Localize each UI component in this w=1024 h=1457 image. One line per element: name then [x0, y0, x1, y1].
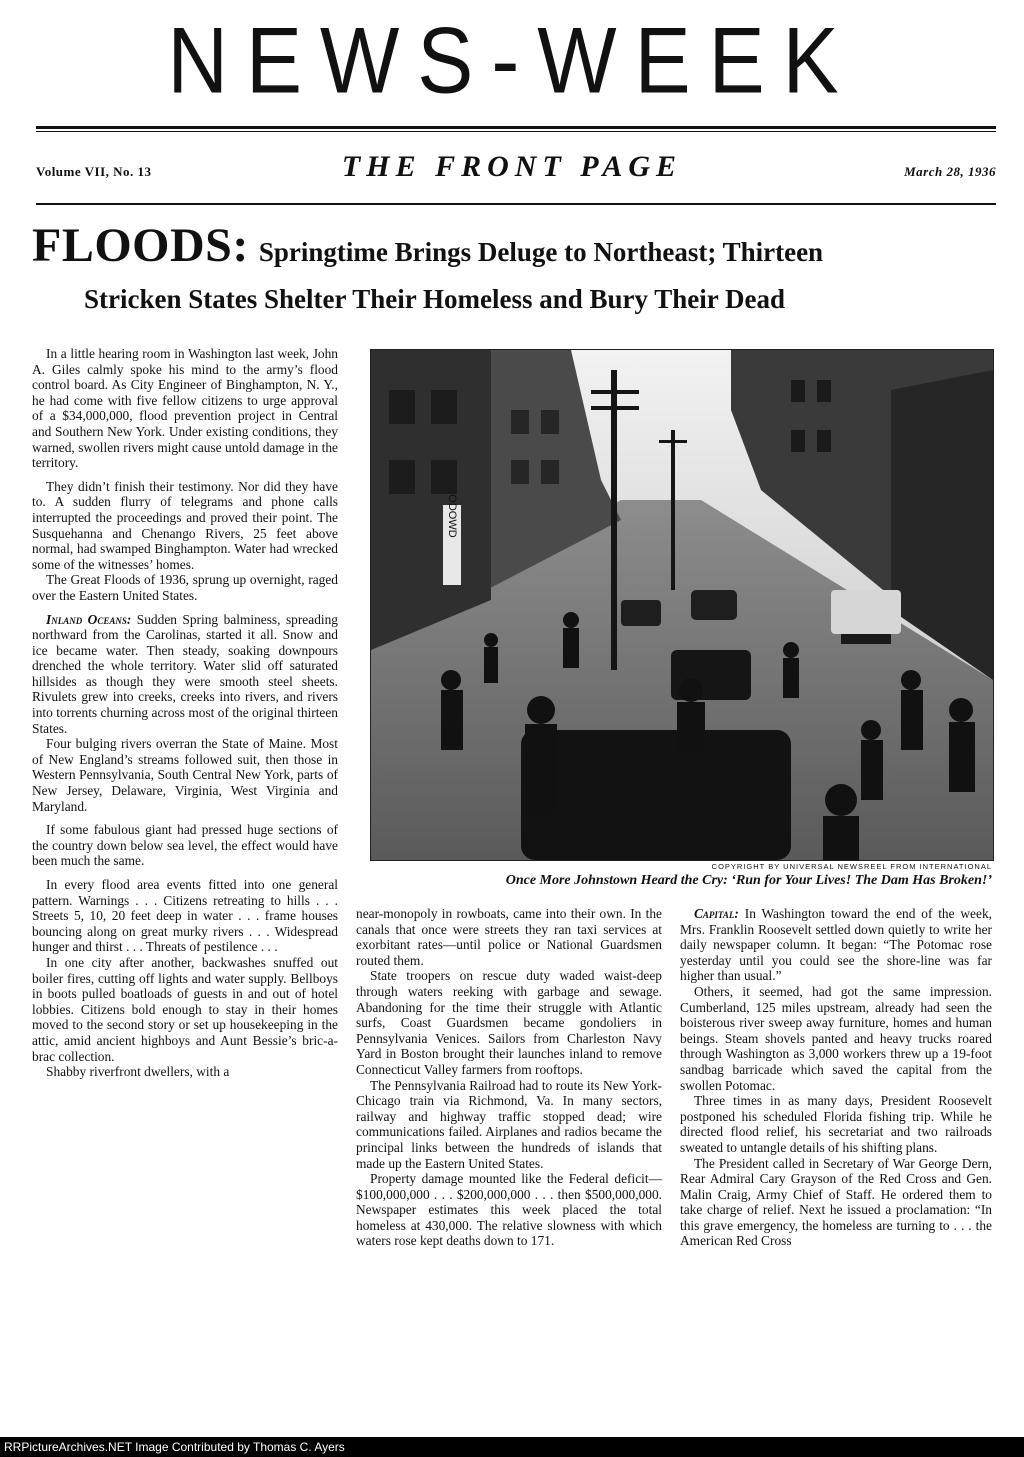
headline-line2: Stricken States Shelter Their Homeless and Bury Their Dead: [84, 284, 786, 314]
paragraph: The Pennsylvania Railroad had to route its New York-Chicago train via Richmond, Va. In many sectors, railway and highway traffic stopped dead; wire communications failed. Airplanes and radios became the principal links between the hundreds of islands that made up the Eastern United States.: [356, 1077, 662, 1171]
paragraph: [680, 906, 992, 984]
subhead-capital: Capital:: [694, 906, 739, 921]
photo-credit: COPYRIGHT BY UNIVERSAL NEWSREEL FROM INTERNATIONAL: [711, 862, 992, 871]
article-column-1: [32, 346, 338, 1080]
headline: [32, 218, 1002, 314]
paragraph: near-monopoly in rowboats, came into their own. In the canals that once were streets they ran taxi services at exorbitant rates—until police or National Guardsmen routed them.: [356, 906, 662, 968]
section-rule: [36, 203, 996, 205]
paragraph: Three times in as many days, President Roosevelt postponed his scheduled Florida fishing trip. While he directed flood relief, his secretariat and two railroads sweated to untangle details of his shifting plans.: [680, 1093, 992, 1155]
headline-main: FLOODS:: [32, 219, 249, 272]
masthead-rule: [36, 126, 996, 129]
article-column-2: [356, 906, 662, 1249]
article-column-3: [680, 906, 992, 1249]
watermark-footer: [0, 1437, 1024, 1457]
store-sign: ODOWD: [446, 494, 458, 538]
issue-date: March 28, 1936: [904, 164, 996, 179]
paragraph: In every flood area events fitted into one general pattern. Warnings . . . Citizens retreating to hills . . . Streets 5, 10, 20 feet deep in water . . . frame houses bouncing along on great murky rivers . . . Widespread hunger and thirst . . . Threats of pestilence . . .: [32, 877, 338, 955]
paragraph: The Great Floods of 1936, sprung up overnight, raged over the Eastern United States.: [32, 572, 338, 603]
paragraph: If some fabulous giant had pressed huge sections of the country down below sea level, the effect would have been much the same.: [32, 822, 338, 869]
volume-number: Volume VII, No. 13: [36, 164, 152, 179]
paragraph: The President called in Secretary of War George Dern, Rear Admiral Cary Grayson of the Red Cross and Gen. Malin Craig, Army Chief of Staff. He ordered them to take charge of relief. Next he issued a proclamation: “In this grave emergency, the homeless are turning to . . . the American Red Cross: [680, 1155, 992, 1249]
paragraph: Four bulging rivers overran the State of Maine. Most of New England’s streams followed suit, then those in Western Pennsylvania, South Central New York, parts of New Jersey, Delaware, Virginia, West Virginia and Maryland.: [32, 736, 338, 814]
section-title: THE FRONT PAGE: [341, 150, 683, 183]
paragraph: [32, 612, 338, 737]
masthead-rule-thin: [36, 131, 996, 132]
paragraph: Property damage mounted like the Federal deficit—$100,000,000 . . . $200,000,000 . . . then $500,000,000. Newspaper estimates this week placed the total homeless at 430,000. The relative slowness with which waters rose kept deaths down to 171.: [356, 1171, 662, 1249]
paragraph: In a little hearing room in Washington last week, John A. Giles calmly spoke his mind to the army’s flood control board. As City Engineer of Binghampton, N. Y., he had come with five fellow citizens to urge approval of a $34,000,000, flood prevention project in Central and Southern New York. Under existing conditions, they warned, swollen rivers might cause untold damage in the territory.: [32, 346, 338, 471]
photo-illustration: [371, 350, 993, 860]
flood-street-photo: [370, 349, 994, 861]
photo-caption: Once More Johnstown Heard the Cry: ‘Run for Your Lives! The Dam Has Broken!’: [505, 873, 992, 888]
paragraph: In one city after another, backwashes snuffed out boiler fires, cutting off lights and water supply. Bellboys in boots pulled boatloads of guests in and out of hotel lobbies. Citizens bold enough to stay in their homes moved to the second story or set up housekeeping in the attic, amid ancient highboys and Aunt Bessie’s bric-a-brac collection.: [32, 954, 338, 1064]
paragraph: Shabby riverfront dwellers, with a: [46, 1064, 230, 1080]
paragraph: Others, it seemed, had got the same impression. Cumberland, 125 miles upstream, already had seen the boisterous river sweep away furniture, homes and human beings. Steam shovels panted and heavy trucks roared through Washington as 3,000 workers threw up a 19-foot sandbag barricade which saved the capital from the swollen Potomac.: [680, 983, 992, 1093]
subhead-inland-oceans: Inland Oceans:: [46, 611, 132, 627]
paragraph: They didn’t finish their testimony. Nor did they have to. A sudden flurry of telegrams and phone calls interrupted the proceedings and proved their point. The Susquehanna and Chenango Rivers, 25 feet above normal, had swamped Binghampton. Water had wrecked some of the witnesses’ homes.: [32, 478, 338, 572]
paragraph: State troopers on rescue duty waded waist-deep through waters reeking with garbage and sewage. Abandoning for the time their struggle with Atlantic surfs, Coast Guardsmen became gondoliers in Pennsylvania Venices. Sailors from Charleston Navy Yard in Boston brought their launches inland to remove Connecticut Valley farmers from rooftops.: [356, 968, 662, 1077]
paragraph-text: In Washington toward the end of the week, Mrs. Franklin Roosevelt settled down quietly to write her daily newspaper column. It began: “The Potomac rose yesterday until you could see the shore-line was far higher than usual.”: [680, 906, 992, 984]
masthead-title: NEWS-WEEK: [167, 7, 857, 113]
headline-line1: Springtime Brings Deluge to Northeast; Thirteen: [258, 237, 824, 267]
paragraph-text: Sudden Spring balminess, spreading northward from the Carolinas, started it all. Snow and ice became water. Then steady, soaking downpours drenched the whole territory. Water slid off saturated hillsides as though they were smooth steel sheets. Rivulets grew into creeks, creeks into rivers, and rivers into torrents churning across most of the original thirteen States.: [32, 611, 338, 736]
footer-text: RRPictureArchives.NET Image Contributed by Thomas C. Ayers: [4, 1440, 345, 1454]
